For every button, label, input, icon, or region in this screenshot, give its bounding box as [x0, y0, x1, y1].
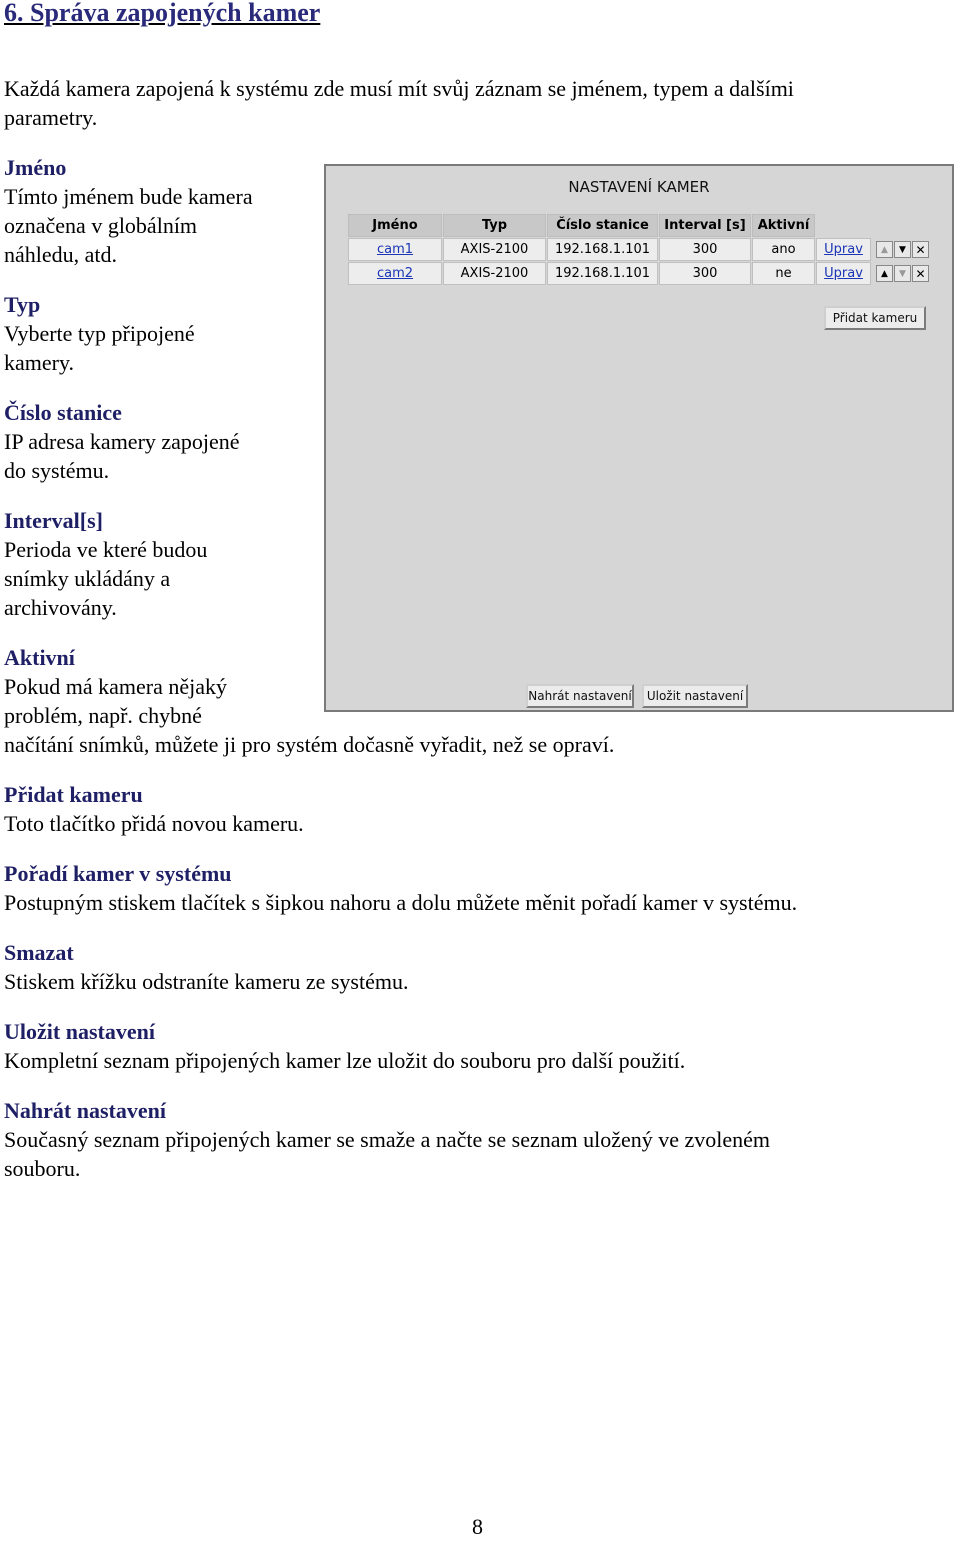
- camera-active-cell: ano: [752, 238, 815, 261]
- desc-line: problém, např. chybné: [4, 703, 202, 728]
- row-controls: [876, 238, 930, 261]
- intro-line-2: parametry.: [4, 105, 98, 130]
- term-poradi-kamer: Pořadí kamer v systému: [4, 861, 232, 886]
- desc-line: kamery.: [4, 350, 75, 375]
- arrow-down-icon[interactable]: ▼: [894, 265, 911, 282]
- camera-name-cell: [348, 238, 442, 261]
- camera-name-cell: [348, 262, 442, 285]
- edit-link[interactable]: Uprav: [824, 266, 863, 281]
- column-header: Jméno: [348, 214, 442, 237]
- term-interval: Interval[s]: [4, 508, 103, 533]
- panel-title: NASTAVENÍ KAMER: [568, 178, 710, 196]
- camera-type-cell: AXIS-2100: [443, 238, 546, 261]
- load-settings-button[interactable]: Nahrát nastavení: [526, 684, 634, 708]
- column-header: Typ: [443, 214, 546, 237]
- arrow-up-icon[interactable]: ▲: [876, 265, 893, 282]
- table-row: [348, 238, 930, 261]
- table-row: [348, 262, 930, 285]
- term-typ: Typ: [4, 292, 41, 317]
- camera-name-link[interactable]: cam1: [376, 242, 414, 257]
- camera-active-cell: ne: [752, 262, 815, 285]
- arrow-down-icon[interactable]: ▼: [894, 241, 911, 258]
- desc-line: souboru.: [4, 1156, 81, 1181]
- edit-cell: [816, 238, 871, 261]
- desc-line: do systému.: [4, 458, 110, 483]
- desc-line: náhledu, atd.: [4, 242, 118, 267]
- table-header: [348, 214, 930, 237]
- column-header: Číslo stanice: [547, 214, 658, 237]
- term-nahrat-nastaveni: Nahrát nastavení: [4, 1098, 166, 1123]
- desc-line: Postupným stiskem tlačítek s šipkou nahoru a dolu můžete měnit pořadí kamer v systému.: [4, 890, 798, 915]
- camera-interval-cell: 300: [659, 238, 751, 261]
- desc-line: Současný seznam připojených kamer se smaže a načte se seznam uložený ve zvoleném: [4, 1127, 771, 1152]
- page-number: 8: [472, 1514, 483, 1539]
- camera-interval-cell: 300: [659, 262, 751, 285]
- term-cislo-stanice: Číslo stanice: [4, 400, 122, 425]
- term-pridat-kameru: Přidat kameru: [4, 782, 143, 807]
- camera-type-cell: AXIS-2100: [443, 262, 546, 285]
- desc-line: načítání snímků, můžete ji pro systém dočasně vyřadit, než se opraví.: [4, 732, 615, 757]
- arrow-up-icon[interactable]: ▲: [876, 241, 893, 258]
- desc-line: snímky ukládány a: [4, 566, 171, 591]
- desc-line: označena v globálním: [4, 213, 198, 238]
- column-header: Aktivní: [752, 214, 815, 237]
- term-aktivni: Aktivní: [4, 645, 75, 670]
- row-controls: [876, 262, 930, 285]
- edit-link[interactable]: Uprav: [824, 242, 863, 257]
- camera-ip-cell: 192.168.1.101: [547, 262, 658, 285]
- desc-line: Toto tlačítko přidá novou kameru.: [4, 811, 304, 836]
- page-title: 6. Správa zapojených kamer: [4, 0, 321, 27]
- desc-line: Stiskem křížku odstraníte kameru ze systému.: [4, 969, 409, 994]
- edit-cell: [816, 262, 871, 285]
- desc-line: Kompletní seznam připojených kamer lze uložit do souboru pro další použití.: [4, 1048, 686, 1073]
- camera-settings-panel: [324, 164, 954, 712]
- column-header: Interval [s]: [659, 214, 751, 237]
- close-icon[interactable]: ✕: [912, 265, 929, 282]
- desc-line: IP adresa kamery zapojené: [4, 429, 240, 454]
- save-settings-button[interactable]: Uložit nastavení: [642, 684, 748, 708]
- camera-ip-cell: 192.168.1.101: [547, 238, 658, 261]
- term-jmeno: Jméno: [4, 155, 67, 180]
- desc-line: Vyberte typ připojené: [4, 321, 195, 346]
- term-smazat: Smazat: [4, 940, 74, 965]
- desc-line: Pokud má kamera nějaký: [4, 674, 227, 699]
- close-icon[interactable]: ✕: [912, 241, 929, 258]
- add-camera-button[interactable]: Přidat kameru: [824, 306, 926, 330]
- intro-line-1: Každá kamera zapojená k systému zde musí mít svůj záznam se jménem, typem a dalšími: [4, 76, 794, 101]
- camera-table: [348, 214, 930, 286]
- desc-line: archivovány.: [4, 595, 117, 620]
- desc-line: Tímto jménem bude kamera: [4, 184, 253, 209]
- camera-name-link[interactable]: cam2: [376, 266, 414, 281]
- term-ulozit-nastaveni: Uložit nastavení: [4, 1019, 155, 1044]
- desc-line: Perioda ve které budou: [4, 537, 208, 562]
